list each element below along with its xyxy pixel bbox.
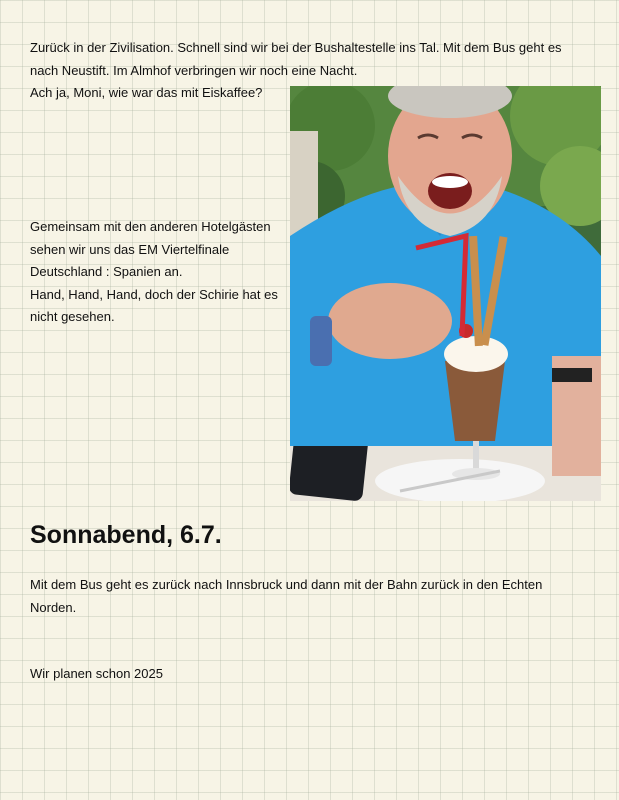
side-line: nicht gesehen. — [30, 309, 115, 324]
day-line: Mit dem Bus geht es zurück nach Innsbruck und dann mit der Bahn zurück in den Echten — [30, 577, 543, 592]
intro-question: Ach ja, Moni, wie war das mit Eiskaffee? — [30, 85, 263, 100]
side-line: sehen wir uns das EM Viertelfinale — [30, 241, 230, 257]
intro-line: Zurück in der Zivilisation. Schnell sind wir bei der Bushaltestelle ins Tal. Mit dem Bus geht es — [30, 40, 562, 55]
day-paragraph — [30, 574, 590, 619]
photo-man-with-iced-coffee — [290, 86, 601, 501]
side-line: Gemeinsam mit den anderen Hotelgästen — [30, 219, 271, 234]
intro-line: nach Neustift. Im Almhof verbringen wir noch eine Nacht. — [30, 62, 358, 78]
closing-line: Wir planen schon 2025 — [30, 666, 163, 681]
side-line: Deutschland : Spanien an. — [30, 264, 183, 279]
side-paragraph — [30, 216, 288, 329]
section-heading: Sonnabend, 6.7. — [30, 521, 222, 549]
day-line: Norden. — [30, 599, 77, 615]
side-line: Hand, Hand, Hand, doch der Schirie hat es — [30, 286, 278, 302]
